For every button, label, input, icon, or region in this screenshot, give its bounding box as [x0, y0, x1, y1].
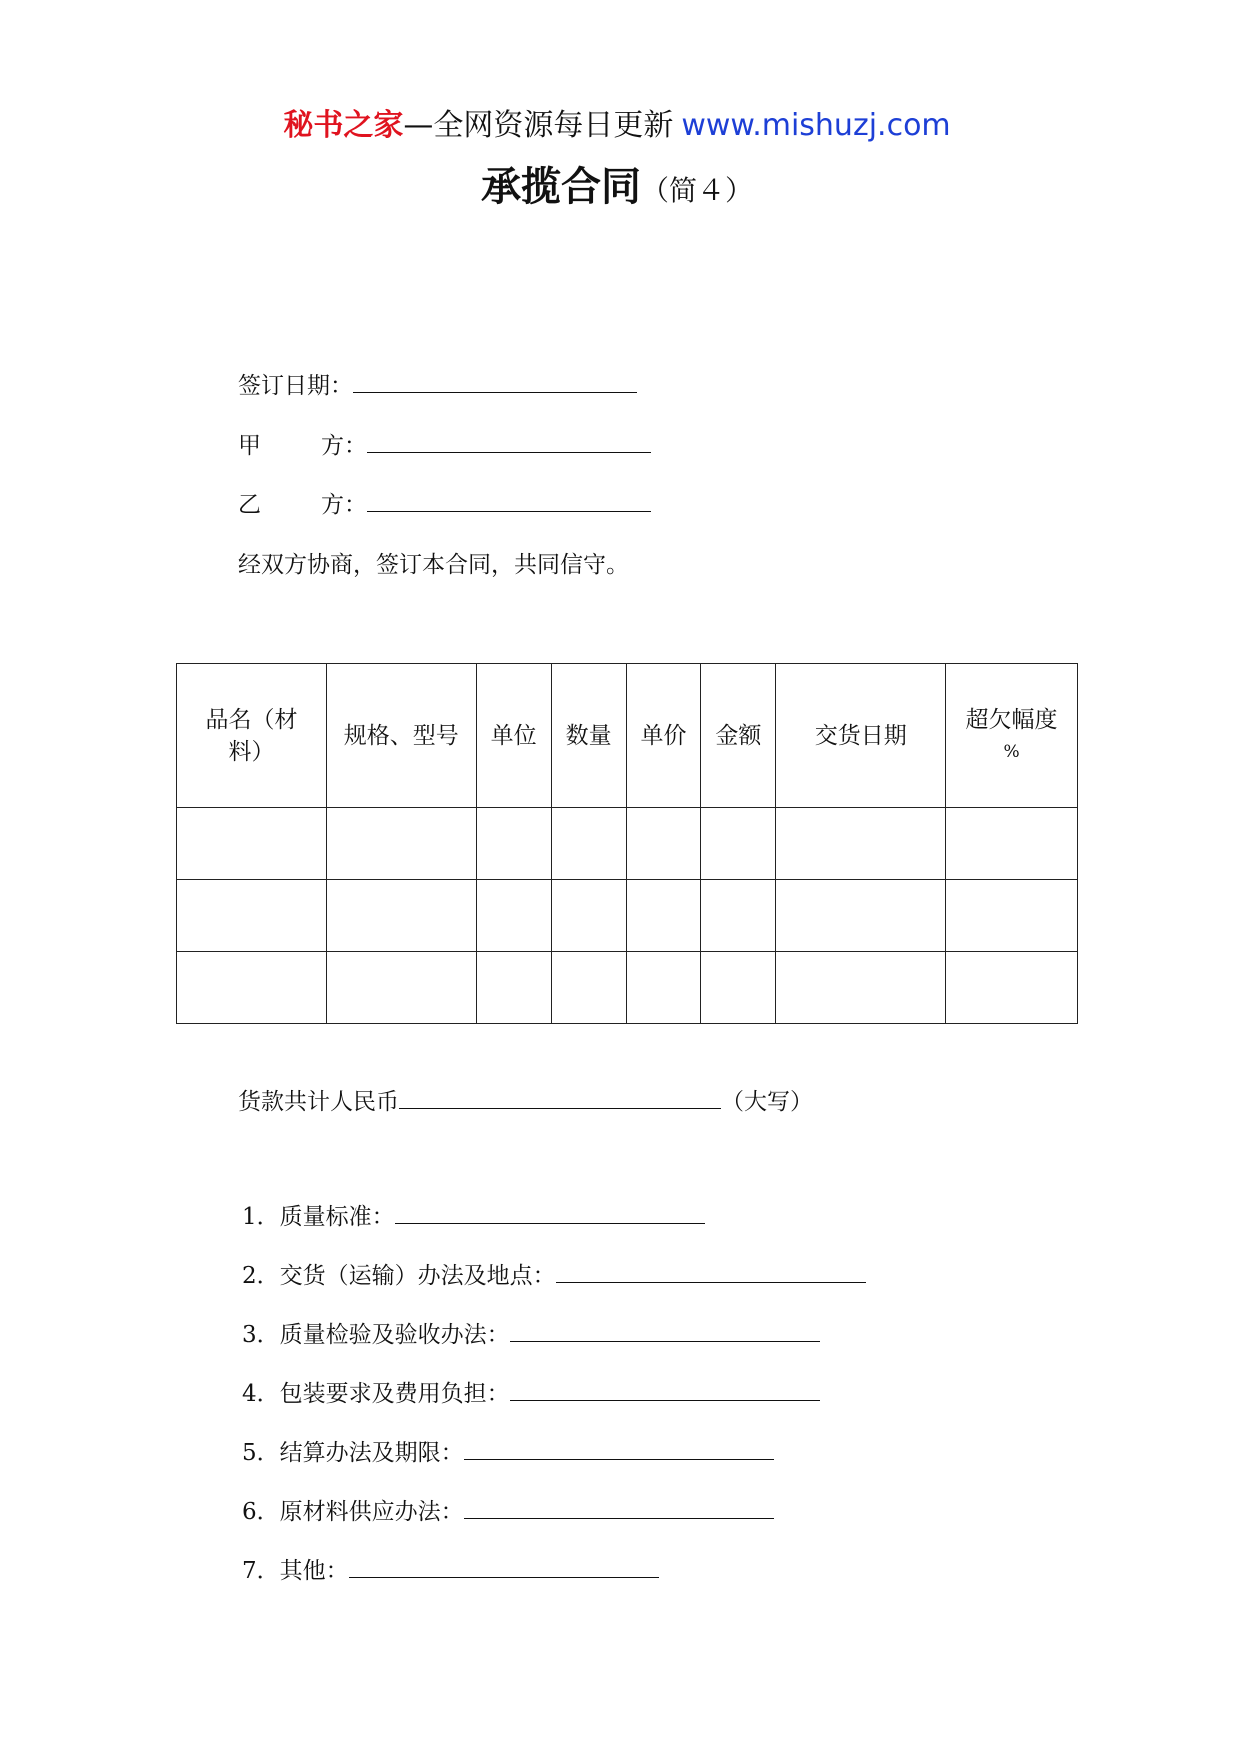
term-label: 质量标准：	[279, 1204, 395, 1230]
title-sub: （简４）	[640, 174, 753, 207]
table-cell[interactable]	[177, 808, 327, 880]
term-label: 结算办法及期限：	[279, 1440, 464, 1466]
term-item	[242, 1552, 659, 1585]
table-cell[interactable]	[551, 952, 626, 1024]
table-cell[interactable]	[551, 880, 626, 952]
table-cell[interactable]	[551, 808, 626, 880]
header-amount: 金额	[701, 664, 776, 808]
party-a-field[interactable]	[367, 430, 651, 453]
brand-name: 秘书之家	[283, 108, 404, 143]
table-header-row	[177, 664, 1078, 808]
header-delivery-date: 交货日期	[776, 664, 946, 808]
party-a-char: 甲	[238, 433, 261, 459]
term-field[interactable]	[556, 1260, 866, 1283]
table-row	[177, 952, 1078, 1024]
site-banner	[0, 100, 1234, 144]
payment-label: 货款共计人民币	[238, 1089, 399, 1115]
table-cell[interactable]	[177, 952, 327, 1024]
goods-table	[176, 663, 1078, 1024]
table-cell[interactable]	[946, 880, 1078, 952]
term-number: 6．	[242, 1499, 280, 1525]
term-field[interactable]	[464, 1496, 774, 1519]
header-quantity: 数量	[551, 664, 626, 808]
table-row	[177, 808, 1078, 880]
term-number: 3．	[242, 1322, 280, 1348]
term-number: 7．	[242, 1558, 280, 1584]
header-unit: 单位	[476, 664, 551, 808]
payment-line	[238, 1083, 813, 1116]
table-cell[interactable]	[326, 880, 476, 952]
banner-dash: —	[403, 108, 434, 143]
table-cell[interactable]	[326, 952, 476, 1024]
agreement-text: 经双方协商，签订本合同，共同信守。	[238, 552, 629, 578]
table-cell[interactable]	[177, 880, 327, 952]
party-b-field[interactable]	[367, 489, 651, 512]
title-main: 承揽合同	[480, 164, 641, 210]
header-tolerance	[946, 664, 1078, 808]
header-unit-price: 单价	[626, 664, 701, 808]
table-cell[interactable]	[946, 808, 1078, 880]
header-item-name: 品名（材料）	[177, 664, 327, 808]
term-label: 交货（运输）办法及地点：	[279, 1263, 556, 1289]
term-field[interactable]	[349, 1555, 659, 1578]
term-item	[242, 1375, 820, 1408]
term-label: 质量检验及验收办法：	[279, 1322, 510, 1348]
table-cell[interactable]	[476, 808, 551, 880]
table-cell[interactable]	[776, 880, 946, 952]
table-cell[interactable]	[626, 952, 701, 1024]
party-a-suffix: 方：	[321, 433, 367, 459]
payment-suffix: （大写）	[721, 1089, 813, 1115]
banner-slogan: 全网资源每日更新	[433, 108, 674, 143]
party-b-char: 乙	[238, 492, 261, 518]
table-cell[interactable]	[701, 952, 776, 1024]
sign-date-field[interactable]	[353, 370, 637, 393]
term-item	[242, 1493, 774, 1526]
table-cell[interactable]	[701, 880, 776, 952]
party-b-line	[238, 486, 651, 519]
header-spec: 规格、型号	[326, 664, 476, 808]
term-label: 原材料供应办法：	[279, 1499, 464, 1525]
table-cell[interactable]	[626, 880, 701, 952]
party-b-suffix: 方：	[321, 492, 367, 518]
term-item	[242, 1316, 820, 1349]
term-number: 4．	[242, 1381, 280, 1407]
payment-field[interactable]	[399, 1086, 721, 1109]
term-number: 1．	[242, 1204, 280, 1230]
term-label: 其他：	[279, 1558, 349, 1584]
term-field[interactable]	[395, 1201, 705, 1224]
term-item	[242, 1198, 705, 1231]
term-item	[242, 1257, 866, 1290]
term-item	[242, 1434, 774, 1467]
party-a-line	[238, 427, 651, 460]
table-cell[interactable]	[626, 808, 701, 880]
header-tolerance-label: 超欠幅度	[965, 706, 1058, 733]
table-cell[interactable]	[776, 952, 946, 1024]
document-title	[0, 155, 1234, 212]
term-label: 包装要求及费用负担：	[279, 1381, 510, 1407]
term-field[interactable]	[464, 1437, 774, 1460]
term-number: 2．	[242, 1263, 280, 1289]
term-field[interactable]	[510, 1378, 820, 1401]
table-cell[interactable]	[701, 808, 776, 880]
table-cell[interactable]	[946, 952, 1078, 1024]
term-number: 5．	[242, 1440, 280, 1466]
table-cell[interactable]	[326, 808, 476, 880]
table-cell[interactable]	[476, 952, 551, 1024]
table-cell[interactable]	[476, 880, 551, 952]
table-row	[177, 880, 1078, 952]
site-url-link[interactable]: www.mishuzj.com	[681, 108, 951, 143]
table-cell[interactable]	[776, 808, 946, 880]
sign-date-label: 签订日期：	[238, 373, 353, 399]
sign-date-line	[238, 367, 637, 400]
term-field[interactable]	[510, 1319, 820, 1342]
header-tolerance-percent: %	[1003, 741, 1020, 762]
